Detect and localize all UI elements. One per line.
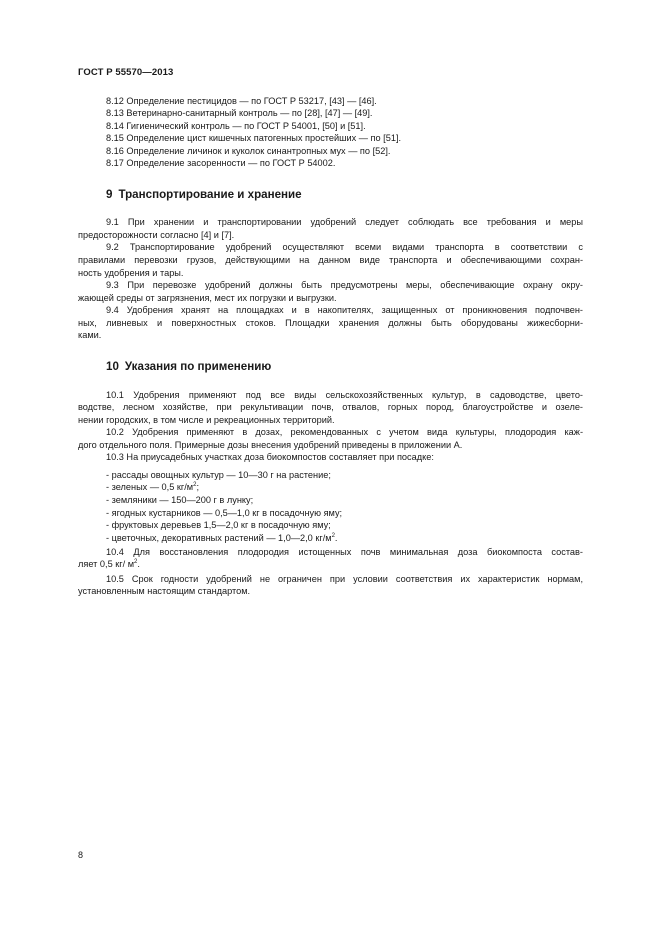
list-item-8-13: 8.13 Ветеринарно-санитарный контроль — по [28], [47] — [49].	[106, 108, 373, 118]
section-9-heading	[106, 188, 302, 201]
dose-list-item: - ягодных кустарников — 0,5—1,0 кг в посадочную яму;	[106, 508, 343, 518]
paragraph-line: 10.3 На приусадебных участках доза биокомпостов составляет при посадке:	[106, 452, 434, 462]
superscript: 2	[331, 533, 335, 539]
superscript: 2	[134, 559, 138, 565]
dose-list-item	[106, 532, 583, 544]
dose-list-item: - фруктовых деревьев 1,5—2,0 кг в посадочную яму;	[106, 520, 331, 530]
paragraph-line: предосторожности согласно [4] и [7].	[78, 230, 235, 240]
punctuation: ;	[196, 482, 200, 492]
section-9-title: Транспортирование и хранение	[118, 188, 302, 201]
paragraph-line: установленным настоящим стандартом.	[78, 586, 251, 596]
paragraph-line: правилами перевозки грузов, действующими на данном виде транспорта и обеспечивающими сохран-	[78, 255, 583, 265]
paragraph-line: жающей среды от загрязнения, мест их погрузки и выгрузки.	[78, 293, 337, 303]
dose-list-item	[106, 481, 583, 493]
paragraph-line: 9.3 При перевозке удобрений должны быть предусмотрены меры, обеспечивающие охрану окру-	[106, 280, 583, 290]
paragraph-line: 10.2 Удобрения применяют в дозах, рекомендованных с учетом вида культуры, плодородия каж-	[106, 427, 583, 437]
list-item-8-15: 8.15 Определение цист кишечных патогенных простейших — по [51].	[106, 133, 402, 143]
punctuation: .	[334, 533, 338, 543]
page-number: 8	[78, 850, 84, 860]
section-10-heading	[106, 360, 271, 373]
punctuation: .	[137, 559, 140, 569]
paragraph-line: ками.	[78, 330, 102, 340]
section-10-title: Указания по применению	[124, 360, 272, 373]
list-item-8-17: 8.17 Определение засоренности — по ГОСТ Р 54002.	[106, 158, 336, 168]
paragraph-line: 10.5 Срок годности удобрений не ограничен при условии соответствия их характеристик нормам,	[106, 574, 583, 584]
paragraph-line: 10.1 Удобрения применяют под все виды сельскохозяйственных культур, в садоводстве, цвето-	[106, 390, 583, 400]
paragraph-line: водстве, лесном хозяйстве, при рекультивации почв, отвалов, горных пород, благоустройстве и озеле-	[78, 402, 583, 412]
dose-list-item-text: - зеленых — 0,5 кг/м	[106, 482, 194, 492]
list-item-8-16: 8.16 Определение личинок и куколок синантропных мух — по [52].	[106, 146, 391, 156]
paragraph-line: 9.2 Транспортирование удобрений осуществляют всеми видами транспорта в соответствии с	[106, 242, 583, 252]
paragraph-line	[78, 558, 583, 570]
section-10-number: 10	[106, 360, 119, 373]
section-9-number: 9	[106, 188, 113, 201]
paragraph-line: 9.4 Удобрения хранят на площадках и в накопителях, защищенных от проникновения подпочвен-	[106, 305, 583, 315]
paragraph-text: ляет 0,5 кг/ м	[78, 559, 135, 569]
dose-list-item: - рассады овощных культур — 10—30 г на растение;	[106, 470, 331, 480]
paragraph-line: дого отдельного поля. Примерные дозы внесения удобрений приведены в приложении А.	[78, 440, 463, 450]
paragraph-line: ных, ливневых и поверхностных стоков. Площадки хранения должны быть оборудованы жижесборни-	[78, 318, 583, 328]
list-item-8-12: 8.12 Определение пестицидов — по ГОСТ Р 53217, [43] — [46].	[106, 96, 377, 106]
paragraph-line: нении городских, в том числе и рекреационных территорий.	[78, 415, 335, 425]
paragraph-line: 9.1 При хранении и транспортировании удобрений следует соблюдать все требования и меры	[106, 217, 583, 227]
paragraph-line: ность удобрения и тары.	[78, 268, 184, 278]
document-code-header: ГОСТ Р 55570—2013	[78, 67, 174, 78]
dose-list-item: - земляники — 150—200 г в лунку;	[106, 495, 254, 505]
paragraph-line: 10.4 Для восстановления плодородия истощенных почв минимальная доза биокомпоста состав-	[106, 547, 583, 557]
superscript: 2	[193, 482, 197, 488]
list-item-8-14: 8.14 Гигиенический контроль — по ГОСТ Р 54001, [50] и [51].	[106, 121, 366, 131]
dose-list-item-text: - цветочных, декоративных растений — 1,0—2,0 кг/м	[106, 533, 332, 543]
